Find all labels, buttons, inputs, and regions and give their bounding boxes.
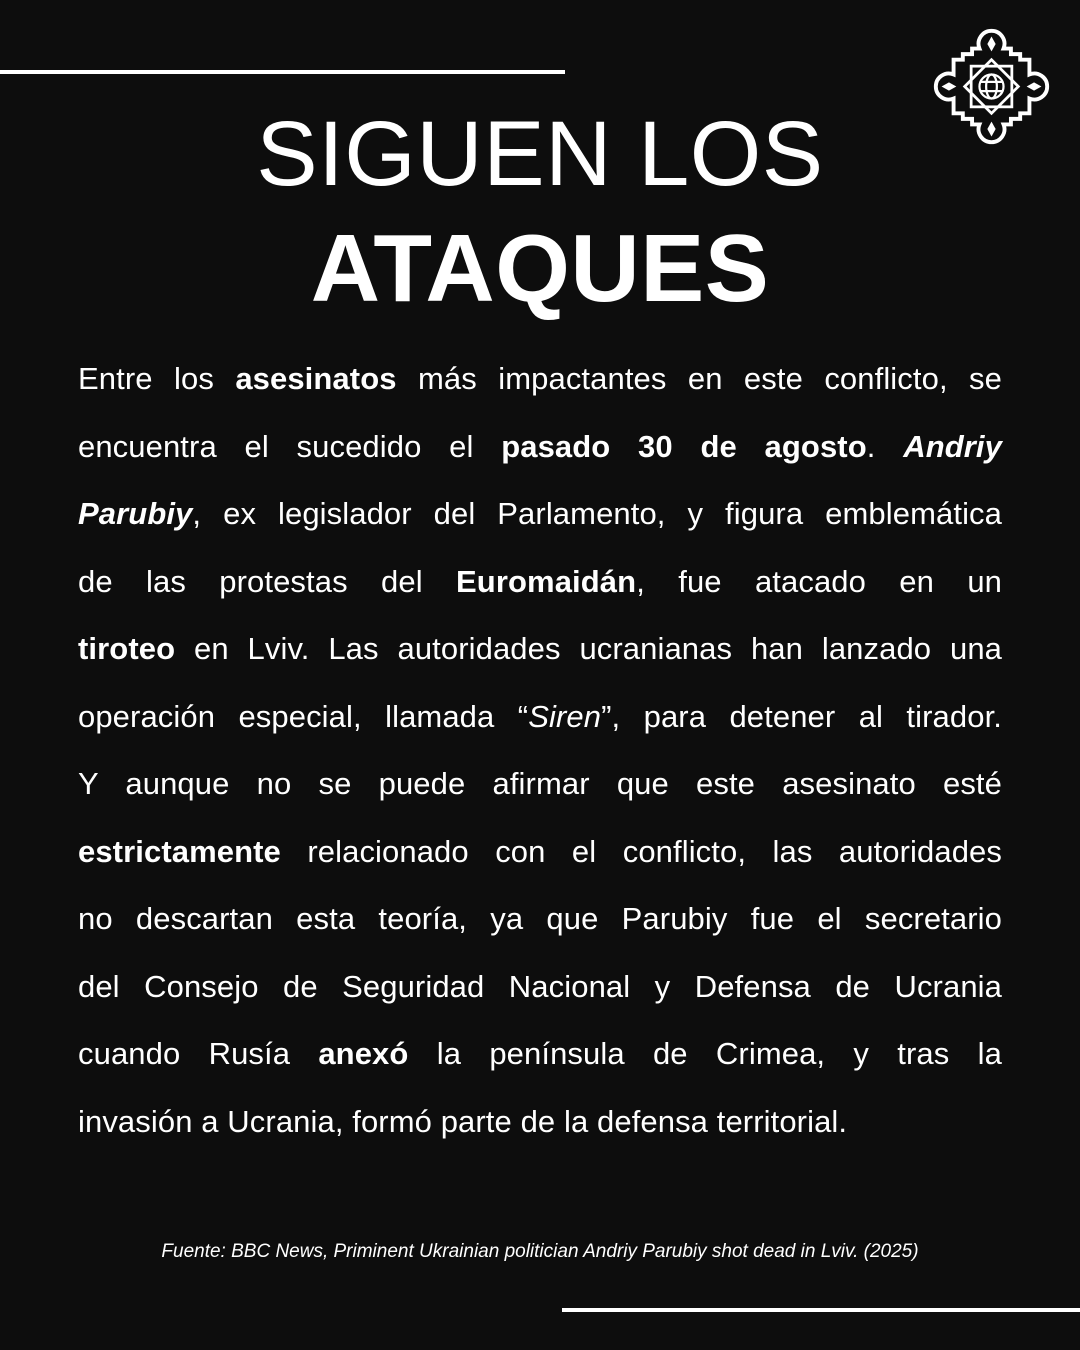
globe-icon [979,74,1003,98]
article-body [78,345,1002,1155]
body-text-line [78,615,1002,683]
page-title [0,98,1080,328]
body-text-segment: Entre los [78,361,236,396]
body-text-segment: de las protestas del [78,563,457,599]
body-text-line [78,548,1002,616]
body-text-segment: pasado 30 de agosto [501,428,867,464]
body-text-segment: Y aunque no se puede afirmar que este asesinato esté [78,766,1002,801]
emblem-small-diamond-right [1027,82,1042,90]
emblem-small-diamond-left [942,82,957,90]
body-text-line [78,885,1002,953]
body-text-segment: , ex legislador del Parlamento, y figura emblemática [192,496,1002,531]
body-text-line [78,1088,1002,1156]
body-text-segment: encuentra el sucedido el [78,428,502,464]
body-text-segment: estrictamente [78,833,281,869]
body-text-segment: en Lviv. Las autoridades ucranianas han lanzado una [175,631,1002,666]
body-text-segment: Euromaidán [456,563,637,599]
body-text-segment: cuando Rusía [78,1036,319,1071]
emblem-small-diamond-top [987,37,995,52]
body-text-line [78,683,1002,751]
body-text-segment: Andriy [903,428,1002,464]
body-text-line [78,345,1002,413]
body-text-segment: más impactantes en este conflicto, se [396,361,1002,396]
title-line-1: SIGUEN LOS [256,103,824,205]
body-text-segment: Siren [528,698,602,734]
body-text-segment: no descartan esta teoría, ya que Parubiy fue el secretario [78,901,1002,936]
body-text-line [78,413,1002,481]
body-text-segment: la península de Crimea, y tras la [408,1036,1002,1071]
body-text-segment: asesinatos [235,361,397,396]
body-text-segment: . [866,428,904,464]
top-divider-line [0,70,565,74]
body-text-segment: anexó [318,1036,409,1071]
body-text-segment: relacionado con el conflicto, las autoridades [280,833,1002,869]
body-text-segment: , fue atacado en un [636,563,1003,599]
body-text-segment: Parubiy [78,496,193,531]
body-text-segment: tiroteo [78,631,176,666]
body-text-line [78,818,1002,886]
source-citation: Fuente: BBC News, Priminent Ukrainian politician Andriy Parubiy shot dead in Lviv. (2025) [161,1241,919,1262]
bottom-divider-line [562,1308,1080,1312]
body-text-line [78,480,1002,548]
body-text-line [78,953,1002,1021]
body-text-segment: operación especial, llamada “ [78,698,529,734]
body-text-line [78,750,1002,818]
body-text-line [78,1020,1002,1088]
body-text-segment: invasión a Ucrania, formó parte de la defensa territorial. [78,1103,848,1139]
body-text-segment: del Consejo de Seguridad Nacional y Defensa de Ucrania [78,968,1002,1004]
body-text-segment: ”, para detener al tirador. [601,698,1002,734]
title-line-2: ATAQUES [310,215,770,322]
